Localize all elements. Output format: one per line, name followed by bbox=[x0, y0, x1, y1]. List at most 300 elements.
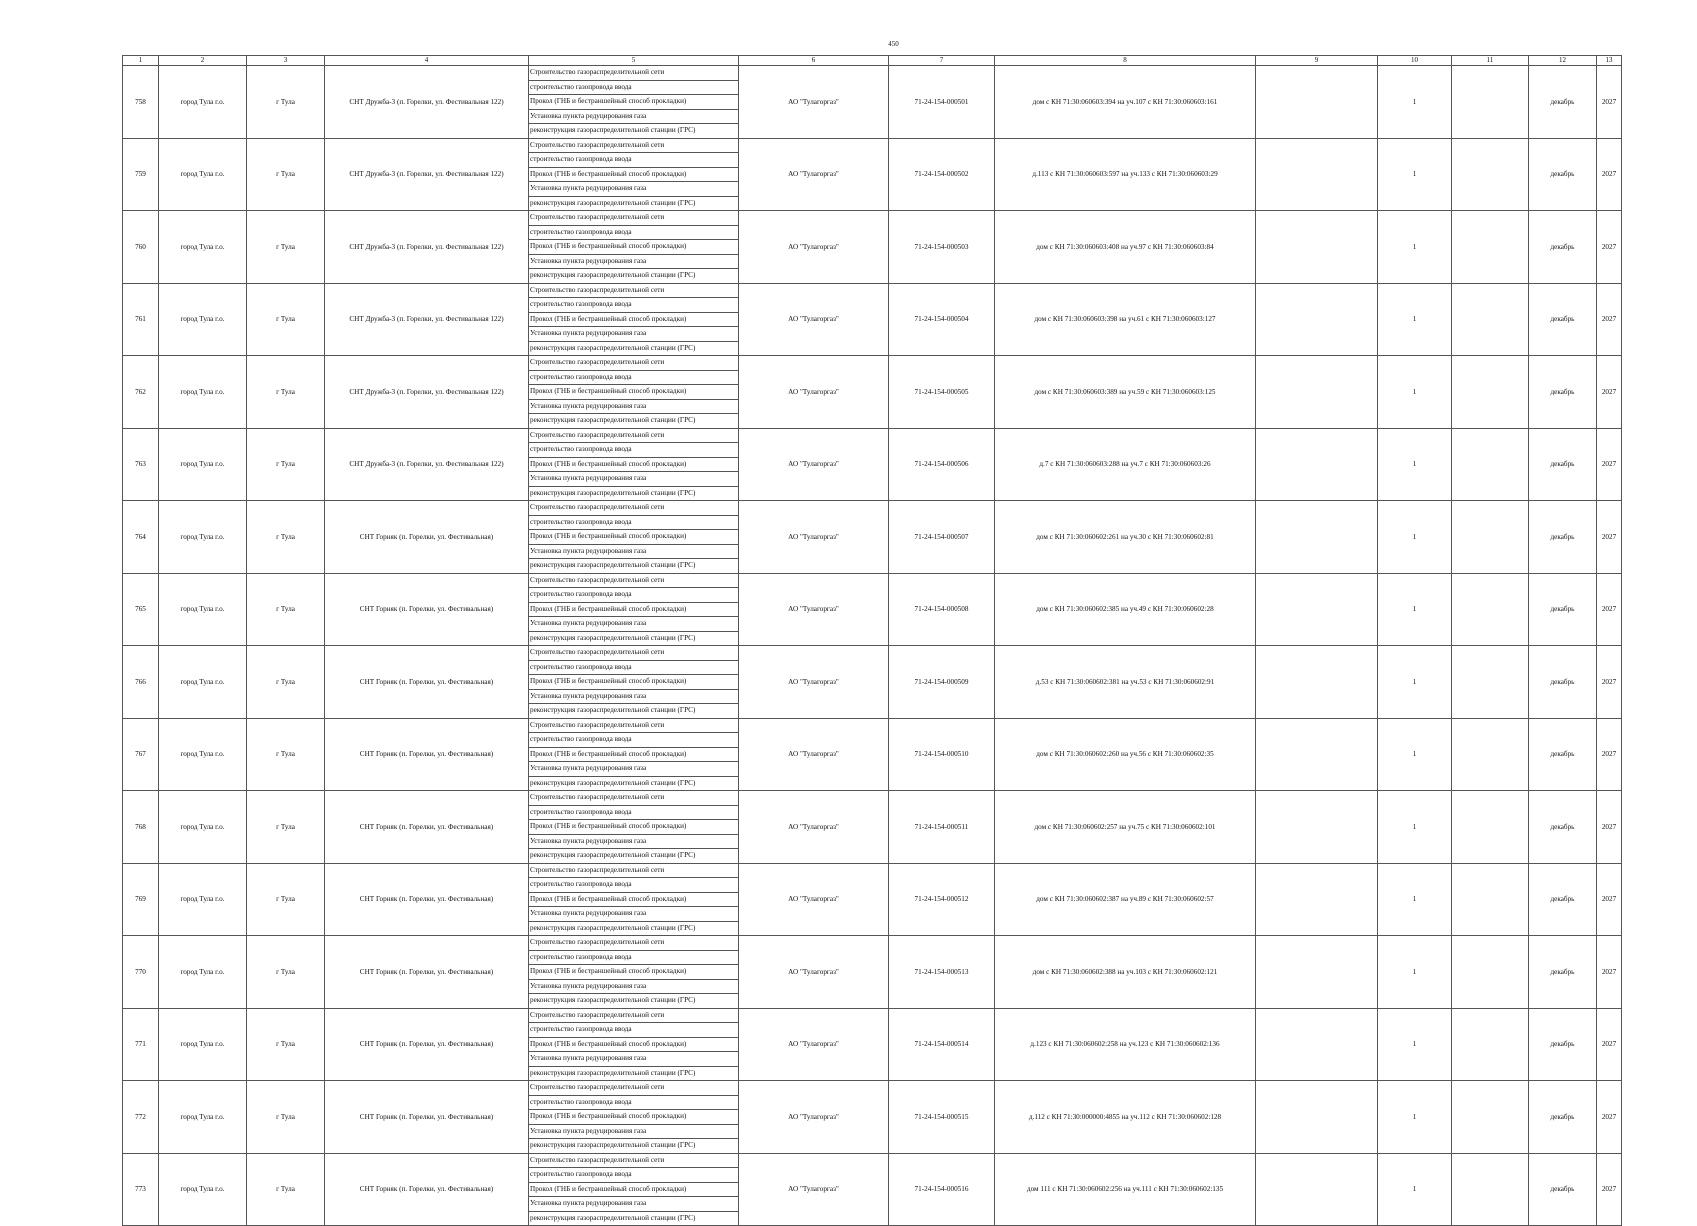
column-11-cell bbox=[1452, 283, 1529, 356]
column-9-cell bbox=[1256, 863, 1378, 936]
row-number: 768 bbox=[123, 791, 159, 864]
column-9-cell bbox=[1256, 1008, 1378, 1081]
table-row bbox=[123, 211, 1622, 284]
table-row bbox=[123, 1153, 1622, 1226]
column-9-cell bbox=[1256, 138, 1378, 211]
work-item: Прокол (ГНБ и бестраншейный способ прокладки) bbox=[529, 530, 738, 545]
organization-cell: АО "Тулагоргаз" bbox=[739, 1008, 889, 1081]
month-cell: декабрь bbox=[1529, 1153, 1597, 1226]
object-id-cell: 71-24-154-000511 bbox=[889, 791, 995, 864]
work-item: Установка пункта редуцирования газа bbox=[529, 907, 738, 922]
column-header: 6 bbox=[739, 56, 889, 66]
table-row bbox=[123, 501, 1622, 574]
year-cell: 2027 bbox=[1597, 1008, 1622, 1081]
work-item: Строительство газораспределительной сети bbox=[529, 719, 738, 734]
year-cell: 2027 bbox=[1597, 138, 1622, 211]
work-item: строительство газопровода ввода bbox=[529, 951, 738, 966]
organization-cell: АО "Тулагоргаз" bbox=[739, 646, 889, 719]
column-header: 8 bbox=[995, 56, 1256, 66]
work-item: Строительство газораспределительной сети bbox=[529, 1009, 738, 1024]
location-cell: СНТ Горняк (п. Горелки, ул. Фестивальная) bbox=[325, 1081, 529, 1154]
city-cell: г Тула bbox=[247, 501, 325, 574]
quantity-cell: 1 bbox=[1378, 646, 1452, 719]
column-11-cell bbox=[1452, 791, 1529, 864]
row-number: 758 bbox=[123, 66, 159, 139]
column-11-cell bbox=[1452, 573, 1529, 646]
year-cell: 2027 bbox=[1597, 356, 1622, 429]
column-9-cell bbox=[1256, 66, 1378, 139]
table-row bbox=[123, 863, 1622, 936]
work-item: строительство газопровода ввода bbox=[529, 661, 738, 676]
work-item: Прокол (ГНБ и бестраншейный способ прокладки) bbox=[529, 603, 738, 618]
address-cell: д.112 с КН 71:30:000000:4855 на уч.112 с КН 71:30:060602:128 bbox=[995, 1081, 1256, 1154]
organization-cell: АО "Тулагоргаз" bbox=[739, 573, 889, 646]
column-9-cell bbox=[1256, 791, 1378, 864]
work-item: Установка пункта редуцирования газа bbox=[529, 400, 738, 415]
column-9-cell bbox=[1256, 573, 1378, 646]
district-cell: город Тула г.о. bbox=[159, 573, 247, 646]
district-cell: город Тула г.о. bbox=[159, 66, 247, 139]
month-cell: декабрь bbox=[1529, 501, 1597, 574]
location-cell: СНТ Горняк (п. Горелки, ул. Фестивальная) bbox=[325, 718, 529, 791]
month-cell: декабрь bbox=[1529, 283, 1597, 356]
work-item: реконструкция газораспределительной станции (ГРС) bbox=[530, 996, 696, 1004]
work-item: Установка пункта редуцирования газа bbox=[529, 472, 738, 487]
month-cell: декабрь bbox=[1529, 428, 1597, 501]
object-id-cell: 71-24-154-000509 bbox=[889, 646, 995, 719]
work-item: Установка пункта редуцирования газа bbox=[529, 762, 738, 777]
quantity-cell: 1 bbox=[1378, 138, 1452, 211]
work-item: строительство газопровода ввода bbox=[529, 443, 738, 458]
row-number: 764 bbox=[123, 501, 159, 574]
month-cell: декабрь bbox=[1529, 718, 1597, 791]
month-cell: декабрь bbox=[1529, 646, 1597, 719]
column-11-cell bbox=[1452, 138, 1529, 211]
work-item: Прокол (ГНБ и бестраншейный способ прокладки) bbox=[529, 168, 738, 183]
work-item: Строительство газораспределительной сети bbox=[529, 936, 738, 951]
organization-cell: АО "Тулагоргаз" bbox=[739, 501, 889, 574]
location-cell: СНТ Горняк (п. Горелки, ул. Фестивальная) bbox=[325, 646, 529, 719]
work-item: реконструкция газораспределительной станции (ГРС) bbox=[530, 271, 696, 279]
district-cell: город Тула г.о. bbox=[159, 791, 247, 864]
city-cell: г Тула bbox=[247, 138, 325, 211]
row-number: 772 bbox=[123, 1081, 159, 1154]
work-item: Установка пункта редуцирования газа bbox=[529, 545, 738, 560]
object-id-cell: 71-24-154-000502 bbox=[889, 138, 995, 211]
work-item: Строительство газораспределительной сети bbox=[529, 864, 738, 879]
address-cell: д.7 с КН 71:30:060603:288 на уч.7 с КН 71:30:060603:26 bbox=[995, 428, 1256, 501]
row-number: 767 bbox=[123, 718, 159, 791]
quantity-cell: 1 bbox=[1378, 501, 1452, 574]
month-cell: декабрь bbox=[1529, 936, 1597, 1009]
work-item: строительство газопровода ввода bbox=[529, 153, 738, 168]
page-number: 450 bbox=[888, 40, 899, 48]
work-item: реконструкция газораспределительной станции (ГРС) bbox=[530, 198, 696, 207]
district-cell: город Тула г.о. bbox=[159, 1008, 247, 1081]
location-cell: СНТ Горняк (п. Горелки, ул. Фестивальная) bbox=[325, 791, 529, 864]
works-cell bbox=[529, 718, 739, 791]
work-item: Установка пункта редуцирования газа bbox=[529, 327, 738, 342]
location-cell: СНТ Дружба-3 (п. Горелки, ул. Фестивальная 122) bbox=[325, 356, 529, 429]
column-11-cell bbox=[1452, 66, 1529, 139]
address-cell: д.123 с КН 71:30:060602:258 на уч.123 с КН 71:30:060602:136 bbox=[995, 1008, 1256, 1081]
works-cell bbox=[529, 428, 739, 501]
table-row bbox=[123, 356, 1622, 429]
quantity-cell: 1 bbox=[1378, 1008, 1452, 1081]
work-item: Прокол (ГНБ и бестраншейный способ прокладки) bbox=[529, 1110, 738, 1125]
table-row bbox=[123, 646, 1622, 719]
city-cell: г Тула bbox=[247, 936, 325, 1009]
object-id-cell: 71-24-154-000510 bbox=[889, 718, 995, 791]
row-number: 770 bbox=[123, 936, 159, 1009]
address-cell: дом с КН 71:30:060603:389 на уч.59 с КН 71:30:060603:125 bbox=[995, 356, 1256, 429]
column-9-cell bbox=[1256, 1153, 1378, 1226]
column-11-cell bbox=[1452, 863, 1529, 936]
district-cell: город Тула г.о. bbox=[159, 936, 247, 1009]
object-id-cell: 71-24-154-000514 bbox=[889, 1008, 995, 1081]
row-number: 771 bbox=[123, 1008, 159, 1081]
location-cell: СНТ Дружба-3 (п. Горелки, ул. Фестивальная 122) bbox=[325, 66, 529, 139]
works-cell bbox=[529, 283, 739, 356]
table-row bbox=[123, 1008, 1622, 1081]
work-item: Установка пункта редуцирования газа bbox=[529, 617, 738, 632]
column-header: 11 bbox=[1452, 56, 1529, 66]
work-item: Прокол (ГНБ и бестраншейный способ прокладки) bbox=[529, 675, 738, 690]
year-cell: 2027 bbox=[1597, 936, 1622, 1009]
column-number-row bbox=[123, 56, 1622, 66]
year-cell: 2027 bbox=[1597, 1153, 1622, 1226]
location-cell: СНТ Горняк (п. Горелки, ул. Фестивальная) bbox=[325, 1008, 529, 1081]
table-row bbox=[123, 283, 1622, 356]
object-id-cell: 71-24-154-000503 bbox=[889, 211, 995, 284]
row-number: 760 bbox=[123, 211, 159, 284]
city-cell: г Тула bbox=[247, 356, 325, 429]
works-cell bbox=[529, 501, 739, 574]
column-11-cell bbox=[1452, 1008, 1529, 1081]
organization-cell: АО "Тулагоргаз" bbox=[739, 718, 889, 791]
work-item: реконструкция газораспределительной станции (ГРС) bbox=[530, 633, 696, 642]
works-cell bbox=[529, 138, 739, 211]
object-id-cell: 71-24-154-000516 bbox=[889, 1153, 995, 1226]
row-number: 763 bbox=[123, 428, 159, 501]
year-cell: 2027 bbox=[1597, 501, 1622, 574]
work-item: Строительство газораспределительной сети bbox=[529, 139, 738, 154]
address-cell: дом с КН 71:30:060602:387 на уч.89 с КН 71:30:060602:57 bbox=[995, 863, 1256, 936]
month-cell: декабрь bbox=[1529, 356, 1597, 429]
works-cell bbox=[529, 211, 739, 284]
column-9-cell bbox=[1256, 646, 1378, 719]
column-11-cell bbox=[1452, 936, 1529, 1009]
city-cell: г Тула bbox=[247, 718, 325, 791]
work-item: Прокол (ГНБ и бестраншейный способ прокладки) bbox=[529, 1038, 738, 1053]
column-9-cell bbox=[1256, 718, 1378, 791]
district-cell: город Тула г.о. bbox=[159, 646, 247, 719]
location-cell: СНТ Дружба-3 (п. Горелки, ул. Фестивальная 122) bbox=[325, 138, 529, 211]
district-cell: город Тула г.о. bbox=[159, 138, 247, 211]
work-item: Установка пункта редуцирования газа bbox=[529, 1197, 738, 1212]
object-id-cell: 71-24-154-000512 bbox=[889, 863, 995, 936]
year-cell: 2027 bbox=[1597, 428, 1622, 501]
work-item: Установка пункта редуцирования газа bbox=[529, 110, 738, 125]
object-id-cell: 71-24-154-000504 bbox=[889, 283, 995, 356]
work-item: Прокол (ГНБ и бестраншейный способ прокладки) bbox=[529, 820, 738, 835]
column-header: 9 bbox=[1256, 56, 1378, 66]
works-cell bbox=[529, 646, 739, 719]
quantity-cell: 1 bbox=[1378, 863, 1452, 936]
location-cell: СНТ Дружба-3 (п. Горелки, ул. Фестивальная 122) bbox=[325, 211, 529, 284]
table-row bbox=[123, 1081, 1622, 1154]
column-9-cell bbox=[1256, 501, 1378, 574]
work-item: Установка пункта редуцирования газа bbox=[529, 690, 738, 705]
gasification-table bbox=[122, 55, 1622, 1226]
organization-cell: АО "Тулагоргаз" bbox=[739, 1081, 889, 1154]
work-item: Прокол (ГНБ и бестраншейный способ прокладки) bbox=[529, 385, 738, 400]
work-item: строительство газопровода ввода bbox=[529, 878, 738, 893]
location-cell: СНТ Дружба-3 (п. Горелки, ул. Фестивальная 122) bbox=[325, 283, 529, 356]
work-item: Прокол (ГНБ и бестраншейный способ прокладки) bbox=[529, 313, 738, 328]
column-9-cell bbox=[1256, 283, 1378, 356]
work-item: строительство газопровода ввода bbox=[529, 298, 738, 313]
work-item: Прокол (ГНБ и бестраншейный способ прокладки) bbox=[529, 1183, 738, 1198]
column-9-cell bbox=[1256, 211, 1378, 284]
row-number: 759 bbox=[123, 138, 159, 211]
work-item: Строительство газораспределительной сети bbox=[529, 356, 738, 371]
column-9-cell bbox=[1256, 356, 1378, 429]
object-id-cell: 71-24-154-000515 bbox=[889, 1081, 995, 1154]
work-item: Прокол (ГНБ и бестраншейный способ прокладки) bbox=[529, 748, 738, 763]
district-cell: город Тула г.о. bbox=[159, 211, 247, 284]
column-9-cell bbox=[1256, 428, 1378, 501]
column-header: 12 bbox=[1529, 56, 1597, 66]
work-item: Строительство газораспределительной сети bbox=[529, 429, 738, 444]
city-cell: г Тула bbox=[247, 1081, 325, 1154]
quantity-cell: 1 bbox=[1378, 1081, 1452, 1154]
works-cell bbox=[529, 66, 739, 139]
district-cell: город Тула г.о. bbox=[159, 356, 247, 429]
work-item: Прокол (ГНБ и бестраншейный способ прокладки) bbox=[529, 240, 738, 255]
column-9-cell bbox=[1256, 936, 1378, 1009]
column-header: 7 bbox=[889, 56, 995, 66]
district-cell: город Тула г.о. bbox=[159, 718, 247, 791]
year-cell: 2027 bbox=[1597, 791, 1622, 864]
work-item: реконструкция газораспределительной станции (ГРС) bbox=[530, 488, 696, 497]
address-cell: дом с КН 71:30:060602:388 на уч.103 с КН 71:30:060602:121 bbox=[995, 936, 1256, 1009]
address-cell: дом с КН 71:30:060603:398 на уч.61 с КН 71:30:060603:127 bbox=[995, 283, 1256, 356]
year-cell: 2027 bbox=[1597, 66, 1622, 139]
column-header: 3 bbox=[247, 56, 325, 66]
district-cell: город Тула г.о. bbox=[159, 863, 247, 936]
address-cell: дом с КН 71:30:060602:261 на уч.30 с КН 71:30:060602:81 bbox=[995, 501, 1256, 574]
work-item: реконструкция газораспределительной станции (ГРС) bbox=[530, 923, 696, 932]
work-item: реконструкция газораспределительной станции (ГРС) bbox=[530, 1141, 696, 1149]
district-cell: город Тула г.о. bbox=[159, 1081, 247, 1154]
work-item: Установка пункта редуцирования газа bbox=[529, 980, 738, 995]
work-item: Прокол (ГНБ и бестраншейный способ прокладки) bbox=[529, 458, 738, 473]
works-cell bbox=[529, 356, 739, 429]
address-cell: дом с КН 71:30:060602:260 на уч.56 с КН 71:30:060602:35 bbox=[995, 718, 1256, 791]
object-id-cell: 71-24-154-000507 bbox=[889, 501, 995, 574]
district-cell: город Тула г.о. bbox=[159, 428, 247, 501]
work-item: строительство газопровода ввода bbox=[529, 1096, 738, 1111]
work-item: реконструкция газораспределительной станции (ГРС) bbox=[530, 778, 696, 787]
row-number: 766 bbox=[123, 646, 159, 719]
location-cell: СНТ Горняк (п. Горелки, ул. Фестивальная) bbox=[325, 1153, 529, 1226]
works-cell bbox=[529, 1153, 739, 1226]
row-number: 762 bbox=[123, 356, 159, 429]
address-cell: дом с КН 71:30:060603:408 на уч.97 с КН 71:30:060603:84 bbox=[995, 211, 1256, 284]
city-cell: г Тула bbox=[247, 428, 325, 501]
table-row bbox=[123, 138, 1622, 211]
work-item: строительство газопровода ввода bbox=[529, 226, 738, 241]
location-cell: СНТ Горняк (п. Горелки, ул. Фестивальная) bbox=[325, 936, 529, 1009]
year-cell: 2027 bbox=[1597, 573, 1622, 646]
organization-cell: АО "Тулагоргаз" bbox=[739, 283, 889, 356]
city-cell: г Тула bbox=[247, 1008, 325, 1081]
location-cell: СНТ Горняк (п. Горелки, ул. Фестивальная) bbox=[325, 863, 529, 936]
district-cell: город Тула г.о. bbox=[159, 501, 247, 574]
table-row bbox=[123, 66, 1622, 139]
work-item: Установка пункта редуцирования газа bbox=[529, 255, 738, 270]
column-header: 1 bbox=[123, 56, 159, 66]
work-item: строительство газопровода ввода bbox=[529, 81, 738, 96]
table-row bbox=[123, 428, 1622, 501]
city-cell: г Тула bbox=[247, 1153, 325, 1226]
work-item: Строительство газораспределительной сети bbox=[529, 1154, 738, 1169]
month-cell: декабрь bbox=[1529, 863, 1597, 936]
works-cell bbox=[529, 573, 739, 646]
works-cell bbox=[529, 791, 739, 864]
location-cell: СНТ Дружба-3 (п. Горелки, ул. Фестивальная 122) bbox=[325, 428, 529, 501]
month-cell: декабрь bbox=[1529, 573, 1597, 646]
year-cell: 2027 bbox=[1597, 1081, 1622, 1154]
year-cell: 2027 bbox=[1597, 211, 1622, 284]
location-cell: СНТ Горняк (п. Горелки, ул. Фестивальная) bbox=[325, 573, 529, 646]
city-cell: г Тула bbox=[247, 573, 325, 646]
district-cell: город Тула г.о. bbox=[159, 283, 247, 356]
work-item: Строительство газораспределительной сети bbox=[529, 1081, 738, 1096]
work-item: Прокол (ГНБ и бестраншейный способ прокладки) bbox=[529, 893, 738, 908]
location-cell: СНТ Горняк (п. Горелки, ул. Фестивальная) bbox=[325, 501, 529, 574]
column-header: 4 bbox=[325, 56, 529, 66]
object-id-cell: 71-24-154-000506 bbox=[889, 428, 995, 501]
quantity-cell: 1 bbox=[1378, 718, 1452, 791]
quantity-cell: 1 bbox=[1378, 791, 1452, 864]
city-cell: г Тула bbox=[247, 791, 325, 864]
work-item: Прокол (ГНБ и бестраншейный способ прокладки) bbox=[529, 95, 738, 110]
city-cell: г Тула bbox=[247, 863, 325, 936]
work-item: Строительство газораспределительной сети bbox=[529, 574, 738, 589]
work-item: реконструкция газораспределительной станции (ГРС) bbox=[530, 343, 696, 352]
organization-cell: АО "Тулагоргаз" bbox=[739, 1153, 889, 1226]
work-item: строительство газопровода ввода bbox=[529, 1023, 738, 1038]
work-item: Строительство газораспределительной сети bbox=[529, 284, 738, 299]
city-cell: г Тула bbox=[247, 283, 325, 356]
organization-cell: АО "Тулагоргаз" bbox=[739, 211, 889, 284]
city-cell: г Тула bbox=[247, 211, 325, 284]
works-cell bbox=[529, 1008, 739, 1081]
year-cell: 2027 bbox=[1597, 646, 1622, 719]
work-item: Установка пункта редуцирования газа bbox=[529, 182, 738, 197]
quantity-cell: 1 bbox=[1378, 356, 1452, 429]
object-id-cell: 71-24-154-000513 bbox=[889, 936, 995, 1009]
work-item: реконструкция газораспределительной станции (ГРС) bbox=[530, 851, 696, 859]
work-item: Установка пункта редуцирования газа bbox=[529, 835, 738, 850]
work-item: строительство газопровода ввода bbox=[529, 588, 738, 603]
organization-cell: АО "Тулагоргаз" bbox=[739, 791, 889, 864]
column-header: 2 bbox=[159, 56, 247, 66]
row-number: 765 bbox=[123, 573, 159, 646]
column-11-cell bbox=[1452, 646, 1529, 719]
column-11-cell bbox=[1452, 211, 1529, 284]
work-item: реконструкция газораспределительной станции (ГРС) bbox=[530, 1213, 696, 1222]
work-item: Строительство газораспределительной сети bbox=[529, 791, 738, 806]
works-cell bbox=[529, 936, 739, 1009]
work-item: Прокол (ГНБ и бестраншейный способ прокладки) bbox=[529, 965, 738, 980]
work-item: строительство газопровода ввода bbox=[529, 806, 738, 821]
address-cell: д.113 с КН 71:30:060603:597 на уч.133 с КН 71:30:060603:29 bbox=[995, 138, 1256, 211]
work-item: строительство газопровода ввода bbox=[529, 516, 738, 531]
year-cell: 2027 bbox=[1597, 283, 1622, 356]
row-number: 773 bbox=[123, 1153, 159, 1226]
column-11-cell bbox=[1452, 428, 1529, 501]
column-11-cell bbox=[1452, 356, 1529, 429]
quantity-cell: 1 bbox=[1378, 573, 1452, 646]
table-row bbox=[123, 791, 1622, 864]
address-cell: дом с КН 71:30:060602:385 на уч.49 с КН 71:30:060602:28 bbox=[995, 573, 1256, 646]
column-11-cell bbox=[1452, 1081, 1529, 1154]
month-cell: декабрь bbox=[1529, 1081, 1597, 1154]
quantity-cell: 1 bbox=[1378, 211, 1452, 284]
month-cell: декабрь bbox=[1529, 66, 1597, 139]
row-number: 769 bbox=[123, 863, 159, 936]
work-item: реконструкция газораспределительной станции (ГРС) bbox=[530, 706, 696, 714]
organization-cell: АО "Тулагоргаз" bbox=[739, 138, 889, 211]
work-item: реконструкция газораспределительной станции (ГРС) bbox=[530, 416, 696, 424]
table-row bbox=[123, 936, 1622, 1009]
district-cell: город Тула г.о. bbox=[159, 1153, 247, 1226]
works-cell bbox=[529, 863, 739, 936]
work-item: строительство газопровода ввода bbox=[529, 371, 738, 386]
work-item: Строительство газораспределительной сети bbox=[529, 646, 738, 661]
organization-cell: АО "Тулагоргаз" bbox=[739, 936, 889, 1009]
row-number: 761 bbox=[123, 283, 159, 356]
quantity-cell: 1 bbox=[1378, 1153, 1452, 1226]
object-id-cell: 71-24-154-000505 bbox=[889, 356, 995, 429]
quantity-cell: 1 bbox=[1378, 66, 1452, 139]
quantity-cell: 1 bbox=[1378, 936, 1452, 1009]
object-id-cell: 71-24-154-000501 bbox=[889, 66, 995, 139]
year-cell: 2027 bbox=[1597, 718, 1622, 791]
organization-cell: АО "Тулагоргаз" bbox=[739, 66, 889, 139]
table-row bbox=[123, 573, 1622, 646]
address-cell: дом с КН 71:30:060603:394 на уч.107 с КН 71:30:060603:161 bbox=[995, 66, 1256, 139]
column-11-cell bbox=[1452, 718, 1529, 791]
column-11-cell bbox=[1452, 501, 1529, 574]
work-item: строительство газопровода ввода bbox=[529, 733, 738, 748]
month-cell: декабрь bbox=[1529, 138, 1597, 211]
work-item: Установка пункта редуцирования газа bbox=[529, 1052, 738, 1067]
column-header: 10 bbox=[1378, 56, 1452, 66]
column-11-cell bbox=[1452, 1153, 1529, 1226]
address-cell: д.53 с КН 71:30:060602:381 на уч.53 с КН 71:30:060602:91 bbox=[995, 646, 1256, 719]
work-item: Строительство газораспределительной сети bbox=[529, 501, 738, 516]
column-9-cell bbox=[1256, 1081, 1378, 1154]
organization-cell: АО "Тулагоргаз" bbox=[739, 863, 889, 936]
work-item: Строительство газораспределительной сети bbox=[529, 211, 738, 226]
table-row bbox=[123, 718, 1622, 791]
address-cell: дом с КН 71:30:060602:257 на уч.75 с КН 71:30:060602:101 bbox=[995, 791, 1256, 864]
work-item: Установка пункта редуцирования газа bbox=[529, 1125, 738, 1140]
